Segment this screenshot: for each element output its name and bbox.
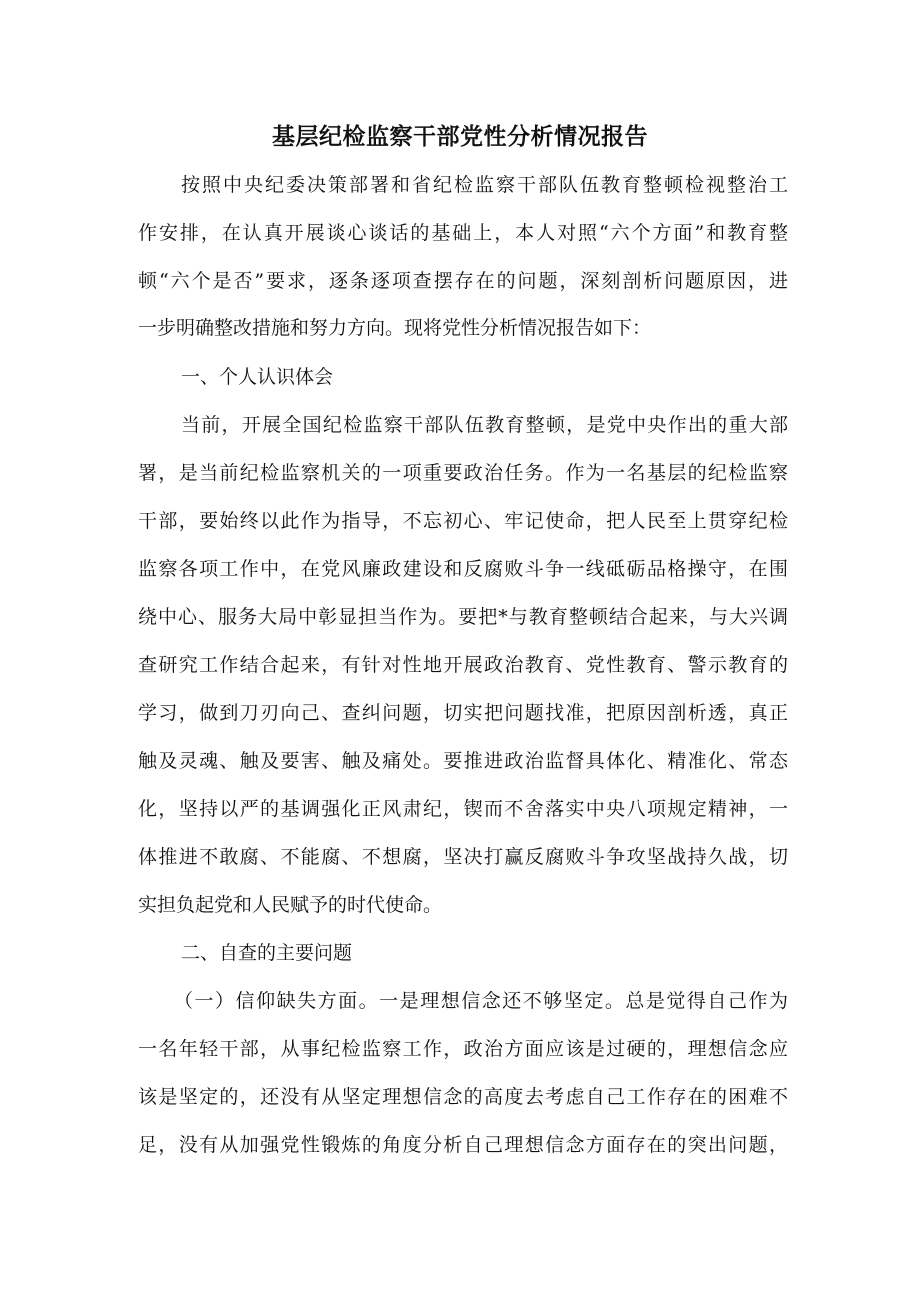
paragraph-line: 当前，开展全国纪检监察干部队伍教育整顿，是党中央作出的重大部 (181, 414, 788, 436)
paragraph-line: 查研究工作结合起来，有针对性地开展政治教育、党性教育、警示教育的 (138, 654, 788, 676)
paragraph-line: 足，没有从加强党性锻炼的角度分析自己理想信念方面存在的突出问题， (138, 1134, 788, 1156)
paragraph-line: 触及灵魂、触及要害、触及痛处。要推进政治监督具体化、精准化、常态 (138, 750, 788, 772)
paragraph-line: 一名年轻干部，从事纪检监察工作，政治方面应该是过硬的，理想信念应 (138, 1038, 788, 1060)
section-heading: 二、自查的主要问题 (181, 942, 353, 964)
paragraph-line: 顿“六个是否”要求，逐条逐项查摆存在的问题，深刻剖析问题原因，进 (138, 270, 788, 292)
paragraph-line: 绕中心、服务大局中彰显担当作为。要把*与教育整顿结合起来，与大兴调 (138, 606, 788, 628)
paragraph-line: 监察各项工作中，在党风廉政建设和反腐败斗争一线砥砺品格操守，在围 (138, 558, 788, 580)
paragraph-line: 作安排，在认真开展谈心谈话的基础上，本人对照“六个方面”和教育整 (138, 222, 788, 244)
paragraph-line: 干部，要始终以此作为指导，不忘初心、牢记使命，把人民至上贯穿纪检 (138, 510, 788, 532)
section-heading: 一、个人认识体会 (181, 366, 334, 388)
paragraph-line: （一）信仰缺失方面。一是理想信念还不够坚定。总是觉得自己作为 (174, 990, 788, 1012)
paragraph-line: 体推进不敢腐、不能腐、不想腐，坚决打赢反腐败斗争攻坚战持久战，切 (138, 846, 788, 868)
document-title: 基层纪检监察干部党性分析情况报告 (272, 124, 648, 150)
paragraph-line: 该是坚定的，还没有从坚定理想信念的高度去考虑自己工作存在的困难不 (138, 1086, 788, 1108)
paragraph-line: 实担负起党和人民赋予的时代使命。 (138, 894, 443, 916)
paragraph-line: 署，是当前纪检监察机关的一项重要政治任务。作为一名基层的纪检监察 (138, 462, 788, 484)
paragraph-line: 学习，做到刀刃向己、查纠问题，切实把问题找准，把原因剖析透，真正 (138, 702, 788, 724)
paragraph-line: 一步明确整改措施和努力方向。现将党性分析情况报告如下： (138, 317, 652, 339)
paragraph-line: 化，坚持以严的基调强化正风肃纪，锲而不舍落实中央八项规定精神，一 (138, 798, 788, 820)
paragraph-line: 按照中央纪委决策部署和省纪检监察干部队伍教育整顿检视整治工 (181, 174, 788, 196)
